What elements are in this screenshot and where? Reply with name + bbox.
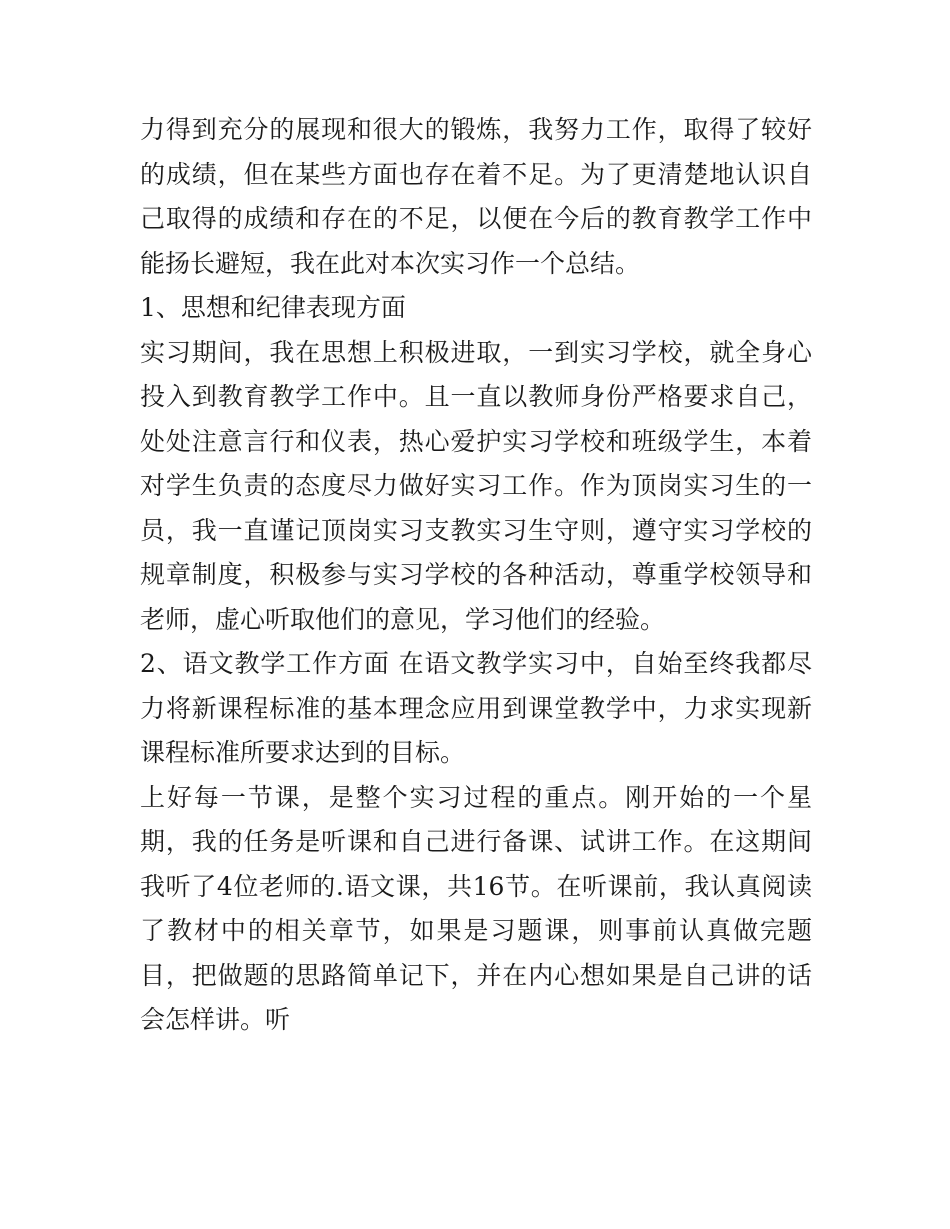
paragraph-conduct: 实习期间，我在思想上积极进取，一到实习学校，就全身心投入到教育教学工作中。且一直以教师身份严格要求自己，处处注意言行和仪表，热心爱护实习学校和班级学生，本着对学生负责的态度尽力做好实习工作。作为顶岗实习生的一员，我一直谨记顶岗实习支教实习生守则，遵守实习学校的规章制度，积极参与实习学校的各种活动，尊重学校领导和老师，虚心听取他们的意见，学习他们的经验。	[140, 337, 812, 634]
section-heading-conduct: 1、思想和纪律表现方面	[140, 293, 406, 322]
paragraph-lesson-prep: 上好每一节课，是整个实习过程的重点。刚开始的一个星期，我的任务是听课和自己进行备课、试讲工作。在这期间我听了4位老师的.语文课，共16节。在听课前，我认真阅读了教材中的相关章节，如果是习题课，则事前认真做完题目，把做题的思路简单记下，并在内心想如果是自己讲的话会怎样讲。听	[140, 782, 812, 1034]
paragraph-chinese-teaching: 2、语文教学工作方面 在语文教学实习中，自始至终我都尽力将新课程标准的基本理念应用到课堂教学中，力求实现新课程标准所要求达到的目标。	[140, 649, 812, 767]
paragraph-intro-summary: 力得到充分的展现和很大的锻炼，我努力工作，取得了较好的成绩，但在某些方面也存在着不足。为了更清楚地认识自己取得的成绩和存在的不足，以便在今后的教育教学工作中能扬长避短，我在此对本次实习作一个总结。	[140, 115, 812, 278]
document-body	[140, 108, 812, 1043]
